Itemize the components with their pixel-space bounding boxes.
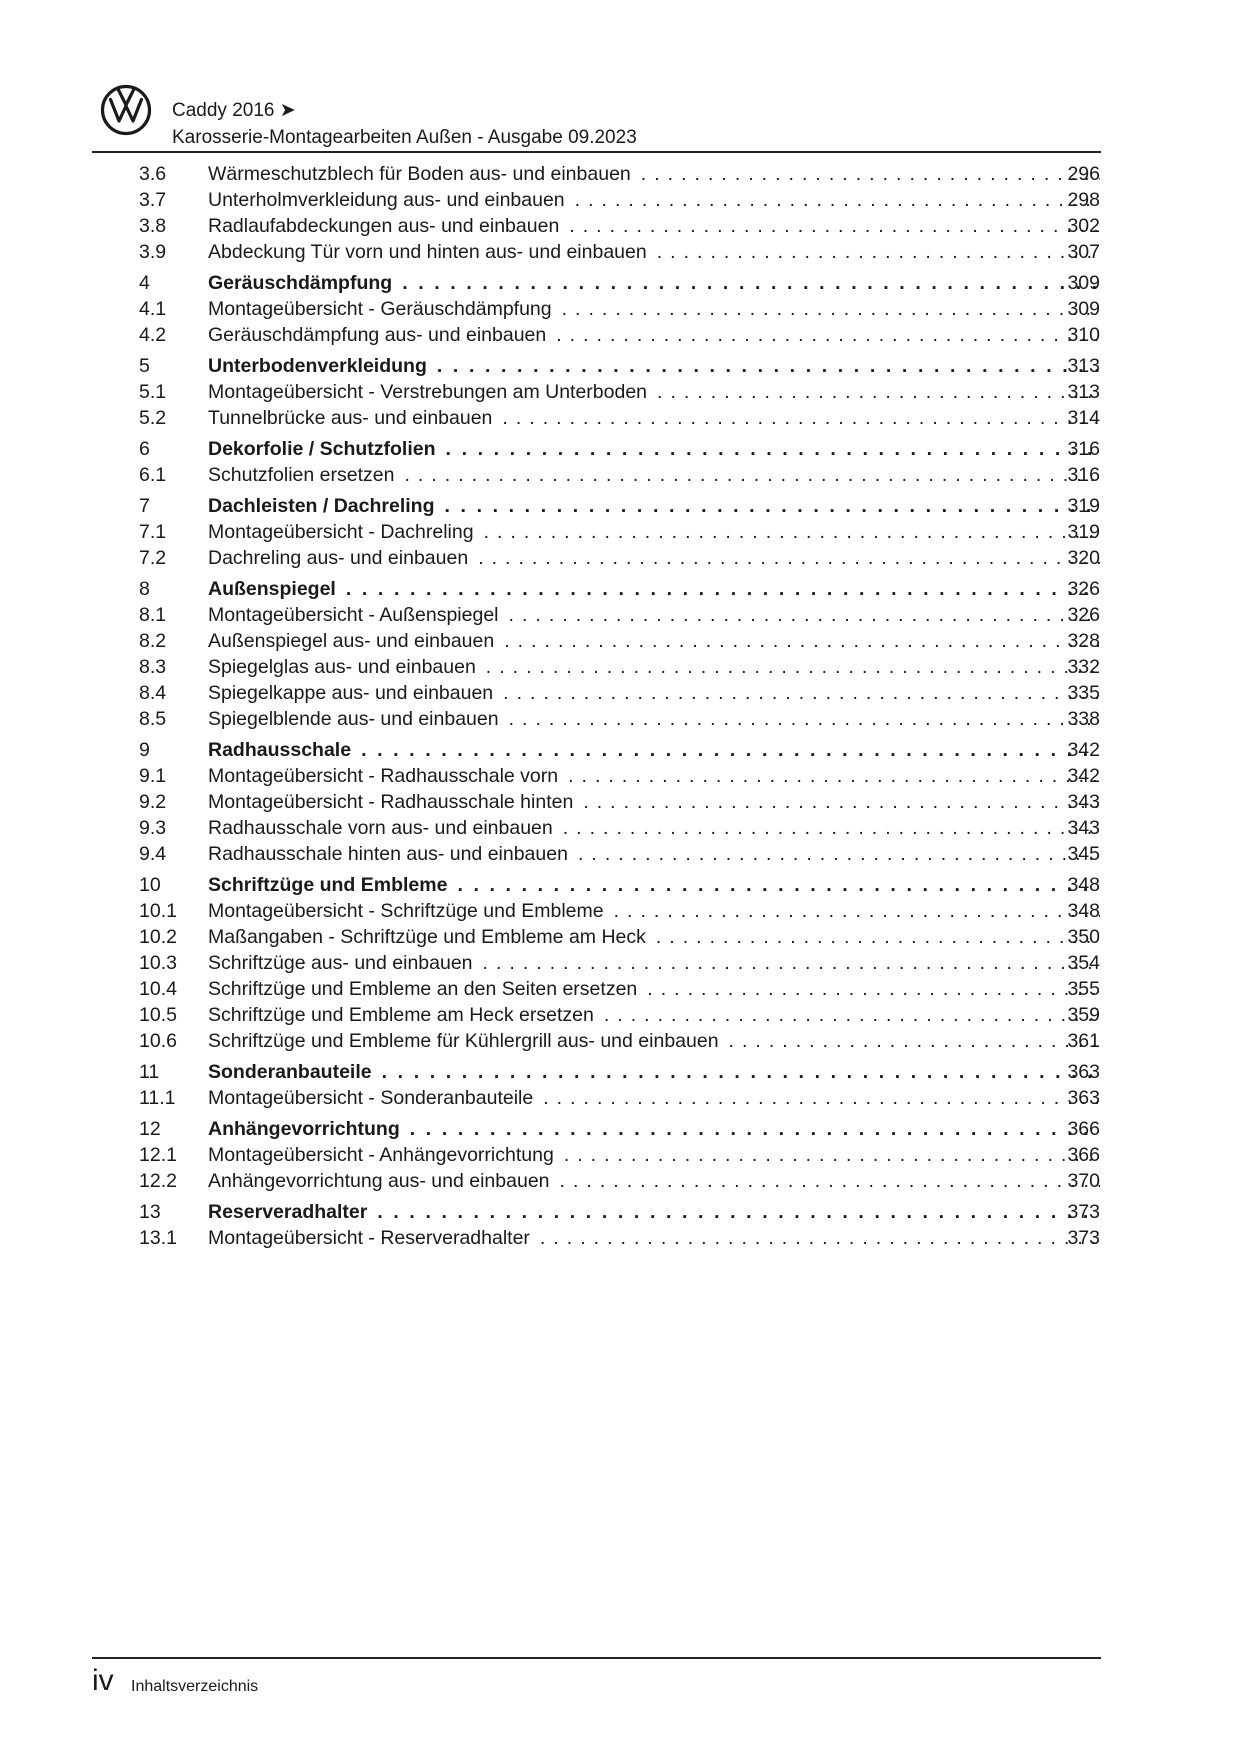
toc-entry-title: Montageübersicht - Dachreling (208, 521, 484, 543)
toc-entry-number: 3.7 (139, 189, 167, 211)
toc-entry-title-with-leader-dots (208, 1168, 1100, 1194)
toc-entry-title: Anhängevorrichtung (208, 1118, 410, 1140)
toc-entry[interactable] (0, 1168, 1240, 1194)
toc-entry[interactable] (0, 239, 1240, 265)
page-number: iv (92, 1664, 114, 1697)
toc-entry-page: 343 (1067, 817, 1100, 839)
toc-entry-title-with-leader-dots (208, 924, 1100, 950)
toc-entry-page: 350 (1067, 926, 1100, 948)
toc-entry-title-with-leader-dots (208, 161, 1100, 187)
toc-entry-title-with-leader-dots (208, 763, 1100, 789)
toc-chapter-entry[interactable] (0, 1059, 1240, 1085)
toc-entry-title: Außenspiegel aus- und einbauen (208, 630, 504, 652)
toc-entry[interactable] (0, 322, 1240, 348)
toc-entry-title: Spiegelglas aus- und einbauen (208, 656, 486, 678)
toc-entry-page: 359 (1067, 1004, 1100, 1026)
toc-entry-title: Montageübersicht - Schriftzüge und Embleme (208, 900, 614, 922)
toc-entry-title-with-leader-dots (208, 1028, 1100, 1054)
toc-entry-number: 7 (139, 495, 150, 517)
toc-entry-page: 319 (1067, 521, 1100, 543)
toc-entry[interactable] (0, 187, 1240, 213)
toc-entry-number: 10.3 (139, 952, 177, 974)
toc-entry-title-with-leader-dots (208, 270, 1100, 296)
toc-entry-title-with-leader-dots (208, 950, 1100, 976)
toc-entry[interactable] (0, 1225, 1240, 1251)
toc-entry[interactable] (0, 763, 1240, 789)
toc-chapter-entry[interactable] (0, 493, 1240, 519)
toc-entry-title: Radhausschale vorn aus- und einbauen (208, 817, 563, 839)
toc-entry[interactable] (0, 1028, 1240, 1054)
toc-entry-title-with-leader-dots (208, 654, 1100, 680)
toc-entry-number: 7.2 (139, 547, 167, 569)
toc-entry-page: 345 (1067, 843, 1100, 865)
toc-entry[interactable] (0, 628, 1240, 654)
toc-entry[interactable] (0, 519, 1240, 545)
toc-entry-page: 348 (1067, 874, 1100, 896)
toc-entry-title-with-leader-dots (208, 680, 1100, 706)
toc-entry-title-with-leader-dots (208, 815, 1100, 841)
toc-entry-number: 5.1 (139, 381, 167, 403)
toc-entry-title-with-leader-dots (208, 576, 1100, 602)
toc-entry-number: 5.2 (139, 407, 167, 429)
toc-entry-title-with-leader-dots (208, 519, 1100, 545)
toc-entry-title: Montageübersicht - Außenspiegel (208, 604, 509, 626)
toc-entry-title-with-leader-dots (208, 187, 1100, 213)
toc-entry-title: Schutzfolien ersetzen (208, 464, 404, 486)
toc-entry-title: Geräuschdämpfung (208, 272, 402, 294)
toc-entry-title-with-leader-dots (208, 976, 1100, 1002)
toc-entry-title-with-leader-dots (208, 789, 1100, 815)
toc-entry-number: 8.2 (139, 630, 167, 652)
toc-entry-page: 338 (1067, 708, 1100, 730)
toc-entry-title-with-leader-dots (208, 1142, 1100, 1168)
toc-entry-title-with-leader-dots (208, 296, 1100, 322)
toc-entry[interactable] (0, 950, 1240, 976)
toc-entry-number: 4.2 (139, 324, 167, 346)
toc-entry-number: 4 (139, 272, 150, 294)
toc-entry-number: 9.3 (139, 817, 167, 839)
toc-entry-page: 314 (1067, 407, 1100, 429)
toc-entry-number: 8.5 (139, 708, 167, 730)
toc-entry-title: Unterbodenverkleidung (208, 355, 437, 377)
toc-entry-page: 361 (1067, 1030, 1100, 1052)
toc-entry-title: Schriftzüge aus- und einbauen (208, 952, 483, 974)
toc-entry-title-with-leader-dots (208, 239, 1100, 265)
toc-entry-title-with-leader-dots (208, 706, 1100, 732)
toc-entry-title: Radhausschale (208, 739, 361, 761)
toc-entry-title-with-leader-dots (208, 602, 1100, 628)
toc-chapter-entry[interactable] (0, 1116, 1240, 1142)
toc-entry-page: 343 (1067, 791, 1100, 813)
toc-entry-title: Montageübersicht - Sonderanbauteile (208, 1087, 543, 1109)
toc-entry-page: 355 (1067, 978, 1100, 1000)
toc-entry-title: Spiegelblende aus- und einbauen (208, 708, 509, 730)
toc-entry-page: 373 (1067, 1201, 1100, 1223)
toc-entry-title: Anhängevorrichtung aus- und einbauen (208, 1170, 560, 1192)
toc-entry[interactable] (0, 789, 1240, 815)
toc-entry-title: Maßangaben - Schriftzüge und Embleme am Heck (208, 926, 656, 948)
toc-entry-number: 8.1 (139, 604, 167, 626)
toc-entry-number: 10.6 (139, 1030, 177, 1052)
toc-entry[interactable] (0, 213, 1240, 239)
toc-entry[interactable] (0, 379, 1240, 405)
toc-entry-number: 6.1 (139, 464, 167, 486)
toc-entry-page: 332 (1067, 656, 1100, 678)
toc-entry[interactable] (0, 706, 1240, 732)
toc-entry-title: Montageübersicht - Geräuschdämpfung (208, 298, 562, 320)
page-header (0, 0, 1240, 160)
toc-entry-page: 335 (1067, 682, 1100, 704)
toc-entry-title: Dachleisten / Dachreling (208, 495, 445, 517)
toc-entry-title: Tunnelbrücke aus- und einbauen (208, 407, 502, 429)
toc-entry-page: 363 (1067, 1061, 1100, 1083)
toc-entry-number: 12.1 (139, 1144, 177, 1166)
toc-entry-number: 8.4 (139, 682, 167, 704)
toc-entry-title-with-leader-dots (208, 436, 1100, 462)
toc-entry-page: 366 (1067, 1144, 1100, 1166)
toc-entry[interactable] (0, 462, 1240, 488)
toc-entry-number: 9 (139, 739, 150, 761)
toc-entry-number: 12 (139, 1118, 161, 1140)
toc-entry[interactable] (0, 1142, 1240, 1168)
toc-entry-title: Schriftzüge und Embleme am Heck ersetzen (208, 1004, 604, 1026)
toc-entry-title: Montageübersicht - Radhausschale vorn (208, 765, 568, 787)
toc-entry-number: 10.1 (139, 900, 177, 922)
toc-entry-title-with-leader-dots (208, 1002, 1100, 1028)
toc-entry-title-with-leader-dots (208, 213, 1100, 239)
toc-entry-page: 326 (1067, 578, 1100, 600)
toc-entry-title-with-leader-dots (208, 1116, 1100, 1142)
toc-entry-page: 313 (1067, 355, 1100, 377)
toc-entry-number: 13.1 (139, 1227, 177, 1249)
toc-entry-title: Montageübersicht - Radhausschale hinten (208, 791, 583, 813)
toc-entry[interactable] (0, 405, 1240, 431)
toc-entry-title: Schriftzüge und Embleme für Kühlergrill aus- und einbauen (208, 1030, 729, 1052)
toc-entry-title: Unterholmverkleidung aus- und einbauen (208, 189, 575, 211)
toc-entry-number: 8.3 (139, 656, 167, 678)
toc-entry-title: Montageübersicht - Verstrebungen am Unterboden (208, 381, 657, 403)
toc-entry[interactable] (0, 924, 1240, 950)
toc-entry-title-with-leader-dots (208, 545, 1100, 571)
toc-entry-title-with-leader-dots (208, 405, 1100, 431)
toc-chapter-entry[interactable] (0, 576, 1240, 602)
toc-entry[interactable] (0, 841, 1240, 867)
toc-entry[interactable] (0, 680, 1240, 706)
toc-entry-number: 3.8 (139, 215, 167, 237)
toc-entry-number: 8 (139, 578, 150, 600)
toc-entry-page: 342 (1067, 765, 1100, 787)
toc-entry-number: 10.2 (139, 926, 177, 948)
toc-chapter-entry[interactable] (0, 737, 1240, 763)
toc-entry[interactable] (0, 898, 1240, 924)
toc-entry-number: 5 (139, 355, 150, 377)
toc-entry-number: 10.5 (139, 1004, 177, 1026)
toc-entry-number: 9.4 (139, 843, 167, 865)
toc-entry-title-with-leader-dots (208, 1085, 1100, 1111)
toc-entry-number: 3.9 (139, 241, 167, 263)
toc-entry-title-with-leader-dots (208, 841, 1100, 867)
toc-entry-page: 342 (1067, 739, 1100, 761)
toc-entry[interactable] (0, 815, 1240, 841)
toc-entry-page: 326 (1067, 604, 1100, 626)
toc-entry-page: 310 (1067, 324, 1100, 346)
toc-entry-title-with-leader-dots (208, 1059, 1100, 1085)
document-title: Caddy 2016 ➤ (172, 100, 296, 121)
toc-chapter-entry[interactable] (0, 872, 1240, 898)
toc-chapter-entry[interactable] (0, 436, 1240, 462)
toc-entry[interactable] (0, 976, 1240, 1002)
toc-entry-title: Montageübersicht - Reserveradhalter (208, 1227, 540, 1249)
toc-entry-title: Schriftzüge und Embleme (208, 874, 457, 896)
toc-entry-page: 309 (1067, 298, 1100, 320)
toc-entry-number: 10.4 (139, 978, 177, 1000)
toc-entry-number: 9.2 (139, 791, 167, 813)
toc-entry-page: 363 (1067, 1087, 1100, 1109)
vw-logo-icon (100, 84, 152, 136)
toc-entry-page: 319 (1067, 495, 1100, 517)
toc-entry[interactable] (0, 296, 1240, 322)
section-label: Inhaltsverzeichnis (131, 1678, 259, 1695)
toc-chapter-entry[interactable] (0, 270, 1240, 296)
toc-entry-title: Dekorfolie / Schutzfolien (208, 438, 446, 460)
toc-entry-page: 316 (1067, 464, 1100, 486)
toc-entry-page: 328 (1067, 630, 1100, 652)
header-divider (92, 151, 1101, 153)
toc-entry-page: 309 (1067, 272, 1100, 294)
toc-entry[interactable] (0, 654, 1240, 680)
toc-entry-page: 307 (1067, 241, 1100, 263)
toc-entry-title-with-leader-dots (208, 353, 1100, 379)
toc-entry-number: 10 (139, 874, 161, 896)
toc-entry-title-with-leader-dots (208, 462, 1100, 488)
toc-entry-title: Reserveradhalter (208, 1201, 377, 1223)
toc-entry-page: 296 (1067, 163, 1100, 185)
toc-entry-page: 373 (1067, 1227, 1100, 1249)
toc-entry-title: Schriftzüge und Embleme an den Seiten ersetzen (208, 978, 647, 1000)
toc-entry-title-with-leader-dots (208, 493, 1100, 519)
toc-entry[interactable] (0, 1002, 1240, 1028)
toc-entry-title: Sonderanbauteile (208, 1061, 382, 1083)
toc-entry-number: 11 (139, 1061, 160, 1083)
toc-entry-title-with-leader-dots (208, 872, 1100, 898)
toc-entry-title: Spiegelkappe aus- und einbauen (208, 682, 503, 704)
toc-entry-page: 354 (1067, 952, 1100, 974)
toc-entry-page: 313 (1067, 381, 1100, 403)
footer-divider (92, 1657, 1101, 1659)
toc-entry[interactable] (0, 602, 1240, 628)
toc-entry-title: Geräuschdämpfung aus- und einbauen (208, 324, 556, 346)
toc-entry-number: 9.1 (139, 765, 167, 787)
toc-chapter-entry[interactable] (0, 1199, 1240, 1225)
toc-entry-page: 348 (1067, 900, 1100, 922)
toc-entry-number: 11.1 (139, 1087, 176, 1109)
toc-entry-title-with-leader-dots (208, 1199, 1100, 1225)
toc-entry-title: Wärmeschutzblech für Boden aus- und einbauen (208, 163, 641, 185)
toc-entry-page: 370 (1067, 1170, 1100, 1192)
toc-entry-title: Montageübersicht - Anhängevorrichtung (208, 1144, 564, 1166)
toc-entry-page: 316 (1067, 438, 1100, 460)
toc-entry-number: 4.1 (139, 298, 167, 320)
toc-entry-page: 320 (1067, 547, 1100, 569)
toc-entry-number: 3.6 (139, 163, 167, 185)
toc-entry-page: 302 (1067, 215, 1100, 237)
toc-entry-number: 6 (139, 438, 150, 460)
toc-entry-title: Außenspiegel (208, 578, 346, 600)
toc-entry-title-with-leader-dots (208, 898, 1100, 924)
toc-entry-number: 7.1 (139, 521, 167, 543)
toc-entry-number: 13 (139, 1201, 161, 1223)
toc-entry-number: 12.2 (139, 1170, 177, 1192)
toc-entry-page: 366 (1067, 1118, 1100, 1140)
toc-chapter-entry[interactable] (0, 353, 1240, 379)
toc-entry-title: Dachreling aus- und einbauen (208, 547, 478, 569)
document-subtitle: Karosserie-Montagearbeiten Außen - Ausgabe 09.2023 (172, 127, 637, 148)
toc-entry-title-with-leader-dots (208, 737, 1100, 763)
toc-entry-title: Abdeckung Tür vorn und hinten aus- und einbauen (208, 241, 657, 263)
toc-entry-title: Radhausschale hinten aus- und einbauen (208, 843, 578, 865)
toc-entry-title-with-leader-dots (208, 1225, 1100, 1251)
toc-entry-page: 298 (1067, 189, 1100, 211)
toc-entry[interactable] (0, 161, 1240, 187)
toc-entry-title-with-leader-dots (208, 322, 1100, 348)
toc-entry-title-with-leader-dots (208, 628, 1100, 654)
toc-entry-title-with-leader-dots (208, 379, 1100, 405)
toc-entry-title: Radlaufabdeckungen aus- und einbauen (208, 215, 569, 237)
toc-entry[interactable] (0, 1085, 1240, 1111)
toc-entry[interactable] (0, 545, 1240, 571)
